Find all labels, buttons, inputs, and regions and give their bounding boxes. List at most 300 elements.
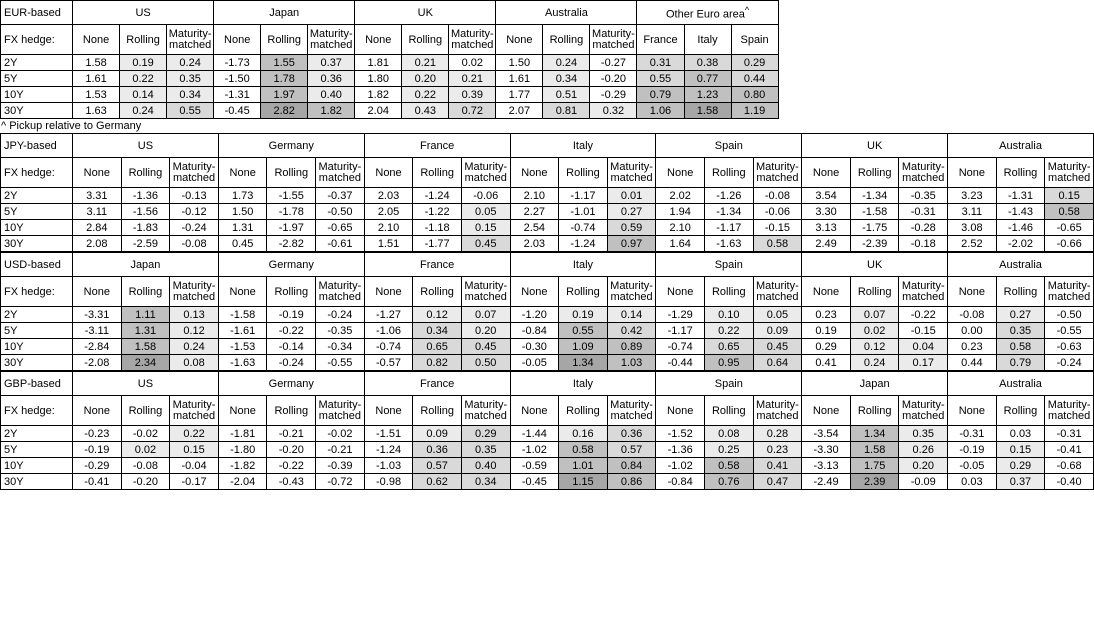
data-cell: -3.30 (802, 442, 851, 458)
spacer-cell (778, 87, 1093, 103)
data-cell: 1.51 (364, 236, 413, 252)
country-group-header: Japan (214, 1, 355, 25)
data-cell: -1.75 (850, 220, 899, 236)
country-group-header: Japan (73, 253, 219, 277)
hedge-type-header: None (802, 277, 851, 307)
table-row (1, 426, 1094, 442)
base-currency-label: EUR-based (1, 1, 73, 25)
data-cell: -0.12 (170, 204, 219, 220)
hedge-type-header: Maturity- matched (607, 396, 656, 426)
data-cell: 2.05 (364, 204, 413, 220)
data-cell: 0.24 (543, 55, 590, 71)
country-group-header: UK (355, 1, 496, 25)
hedge-type-header: None (656, 277, 705, 307)
data-cell: 0.24 (170, 339, 219, 355)
data-cell: 1.82 (355, 87, 402, 103)
data-cell: 2.07 (496, 103, 543, 119)
data-cell: -0.23 (73, 426, 122, 442)
data-cell: -0.43 (267, 474, 316, 490)
data-cell: 0.55 (637, 71, 684, 87)
country-group-header: Germany (218, 134, 364, 158)
data-cell: 2.10 (510, 188, 559, 204)
data-cell: -1.55 (267, 188, 316, 204)
country-group-header: Australia (948, 134, 1094, 158)
data-cell: 2.03 (364, 188, 413, 204)
table-row (1, 307, 1094, 323)
hedge-type-header: Rolling (267, 277, 316, 307)
data-cell: -1.18 (413, 220, 462, 236)
data-cell: 0.43 (402, 103, 449, 119)
tenor-label: 2Y (1, 307, 73, 323)
hedge-type-header: None (510, 277, 559, 307)
data-cell: 0.02 (121, 442, 170, 458)
tenor-label: 5Y (1, 204, 73, 220)
data-cell: 0.95 (704, 355, 753, 371)
data-cell: -1.50 (214, 71, 261, 87)
data-cell: -0.63 (1045, 339, 1094, 355)
data-cell: 0.57 (607, 442, 656, 458)
hedge-type-header: None (656, 396, 705, 426)
data-cell: 0.15 (996, 442, 1045, 458)
hedge-type-header: Maturity- matched (899, 158, 948, 188)
data-cell: 0.19 (559, 307, 608, 323)
data-cell: 0.02 (850, 323, 899, 339)
data-cell: 0.14 (120, 87, 167, 103)
data-cell: 0.35 (899, 426, 948, 442)
data-cell: 1.55 (261, 55, 308, 71)
tenor-label: 30Y (1, 474, 73, 490)
data-cell: 0.04 (899, 339, 948, 355)
base-currency-label: GBP-based (1, 372, 73, 396)
data-cell: -0.29 (73, 458, 122, 474)
data-cell: -0.34 (316, 339, 365, 355)
data-cell: 0.45 (461, 339, 510, 355)
spacer-cell (778, 55, 1093, 71)
group-header-row (1, 134, 1094, 158)
data-cell: -0.45 (510, 474, 559, 490)
data-cell: 0.31 (637, 55, 684, 71)
hedge-type-header: Rolling (850, 158, 899, 188)
data-cell: 0.64 (753, 355, 802, 371)
data-cell: -1.27 (364, 307, 413, 323)
table-row (1, 458, 1094, 474)
table-row (1, 355, 1094, 371)
hedge-type-header: None (73, 158, 122, 188)
data-cell: 0.25 (704, 442, 753, 458)
data-cell: -1.17 (704, 220, 753, 236)
data-cell: -0.02 (316, 426, 365, 442)
tenor-label: 10Y (1, 458, 73, 474)
data-cell: 1.53 (73, 87, 120, 103)
data-cell: 1.19 (731, 103, 778, 119)
data-cell: 1.34 (850, 426, 899, 442)
data-cell: 0.09 (413, 426, 462, 442)
data-cell: -0.21 (316, 442, 365, 458)
data-cell: 0.02 (449, 55, 496, 71)
data-cell: -2.04 (218, 474, 267, 490)
data-cell: -3.31 (73, 307, 122, 323)
data-cell: 0.72 (449, 103, 496, 119)
data-cell: -1.77 (413, 236, 462, 252)
data-cell: 0.15 (170, 442, 219, 458)
data-cell: 0.34 (413, 323, 462, 339)
hedge-type-header: Rolling (704, 158, 753, 188)
tenor-label: 5Y (1, 442, 73, 458)
data-cell: 0.86 (607, 474, 656, 490)
hedge-type-header: Maturity- matched (461, 396, 510, 426)
hedge-type-header: Maturity- matched (1045, 158, 1094, 188)
data-cell: -0.05 (948, 458, 997, 474)
hedge-type-header: Maturity- matched (753, 158, 802, 188)
country-group-header: Italy (510, 253, 656, 277)
data-cell: 1.06 (637, 103, 684, 119)
data-cell: -0.66 (1045, 236, 1094, 252)
tenor-label: 10Y (1, 339, 73, 355)
hedge-type-header: None (364, 396, 413, 426)
data-cell: 0.21 (402, 55, 449, 71)
data-cell: -1.01 (559, 204, 608, 220)
hedge-type-header: Spain (731, 25, 778, 55)
data-cell: -1.24 (364, 442, 413, 458)
tenor-label: 30Y (1, 236, 73, 252)
hedge-type-header: Maturity- matched (753, 396, 802, 426)
data-cell: -0.41 (73, 474, 122, 490)
data-cell: 1.50 (496, 55, 543, 71)
data-cell: -1.34 (850, 188, 899, 204)
data-cell: 1.97 (261, 87, 308, 103)
hedge-type-header: Rolling (413, 277, 462, 307)
table-gbp-based (0, 371, 1094, 490)
hedge-type-header: None (510, 158, 559, 188)
data-cell: 3.13 (802, 220, 851, 236)
hedge-type-header: None (364, 277, 413, 307)
data-cell: -0.72 (316, 474, 365, 490)
data-cell: -0.05 (510, 355, 559, 371)
data-cell: -1.82 (218, 458, 267, 474)
data-cell: 0.13 (170, 307, 219, 323)
data-cell: -0.20 (267, 442, 316, 458)
hedge-type-header: None (218, 158, 267, 188)
data-cell: 0.07 (461, 307, 510, 323)
country-group-header: Germany (218, 372, 364, 396)
fx-hedge-label: FX hedge: (1, 396, 73, 426)
data-cell: 1.31 (121, 323, 170, 339)
hedge-type-header: None (364, 158, 413, 188)
hedge-type-header: Rolling (413, 158, 462, 188)
base-currency-label: USD-based (1, 253, 73, 277)
data-cell: 0.79 (637, 87, 684, 103)
hedge-type-header: Maturity- matched (170, 277, 219, 307)
hedge-type-header: Rolling (850, 277, 899, 307)
country-group-header: Japan (802, 372, 948, 396)
hedge-type-header: Maturity- matched (461, 277, 510, 307)
hedge-type-header: Rolling (850, 396, 899, 426)
data-cell: -1.17 (559, 188, 608, 204)
data-cell: -0.68 (1045, 458, 1094, 474)
data-cell: 0.29 (731, 55, 778, 71)
data-cell: -1.29 (656, 307, 705, 323)
data-cell: 3.23 (948, 188, 997, 204)
data-cell: 0.23 (948, 339, 997, 355)
hedge-type-header: None (73, 396, 122, 426)
data-cell: -1.26 (704, 188, 753, 204)
table-jpy-based (0, 133, 1094, 252)
data-cell: 0.14 (607, 307, 656, 323)
data-cell: -1.83 (121, 220, 170, 236)
data-cell: -0.37 (316, 188, 365, 204)
hedge-type-header: Rolling (559, 396, 608, 426)
data-cell: 2.08 (73, 236, 122, 252)
data-cell: 0.08 (170, 355, 219, 371)
data-cell: 0.24 (167, 55, 214, 71)
country-group-header: Australia (948, 253, 1094, 277)
hedge-type-header: None (802, 158, 851, 188)
data-cell: -0.06 (753, 204, 802, 220)
hedge-type-header: Maturity- matched (899, 277, 948, 307)
data-cell: -0.55 (1045, 323, 1094, 339)
data-cell: -2.08 (73, 355, 122, 371)
country-group-header: Australia (948, 372, 1094, 396)
data-cell: -0.08 (170, 236, 219, 252)
hedge-type-header: Rolling (267, 158, 316, 188)
data-cell: 1.61 (496, 71, 543, 87)
group-header-row (1, 1, 1094, 25)
data-cell: -0.02 (121, 426, 170, 442)
data-cell: 0.03 (948, 474, 997, 490)
tenor-label: 2Y (1, 426, 73, 442)
table-row (1, 236, 1094, 252)
hedge-type-header: None (948, 158, 997, 188)
country-group-header: Australia (496, 1, 637, 25)
table-row (1, 323, 1094, 339)
fx-hedge-header-row (1, 25, 1094, 55)
data-cell: 0.80 (731, 87, 778, 103)
data-cell: -0.41 (1045, 442, 1094, 458)
hedge-type-header: None (214, 25, 261, 55)
data-cell: -1.02 (510, 442, 559, 458)
data-cell: 0.97 (607, 236, 656, 252)
tenor-label: 5Y (1, 71, 73, 87)
data-cell: -3.11 (73, 323, 122, 339)
data-cell: 2.82 (261, 103, 308, 119)
data-cell: 0.76 (704, 474, 753, 490)
data-cell: 0.77 (684, 71, 731, 87)
data-cell: 0.45 (461, 236, 510, 252)
footnote-marker: ^ (744, 4, 750, 15)
data-cell: -1.44 (510, 426, 559, 442)
data-cell: -2.49 (802, 474, 851, 490)
table-eur-based (0, 0, 1094, 119)
data-cell: -0.59 (510, 458, 559, 474)
data-cell: -0.30 (510, 339, 559, 355)
country-group-header: US (73, 1, 214, 25)
data-cell: 0.37 (996, 474, 1045, 490)
data-cell: 1.23 (684, 87, 731, 103)
data-cell: 0.35 (996, 323, 1045, 339)
data-cell: 0.41 (753, 458, 802, 474)
data-cell: 0.65 (413, 339, 462, 355)
data-cell: 0.05 (461, 204, 510, 220)
data-cell: 0.19 (120, 55, 167, 71)
data-cell: 2.27 (510, 204, 559, 220)
data-cell: -0.08 (753, 188, 802, 204)
fx-hedge-label: FX hedge: (1, 158, 73, 188)
table-usd-based (0, 252, 1094, 371)
hedge-type-header: None (656, 158, 705, 188)
table-row (1, 474, 1094, 490)
data-cell: 3.11 (948, 204, 997, 220)
tenor-label: 2Y (1, 55, 73, 71)
data-cell: -1.51 (364, 426, 413, 442)
data-cell: -3.54 (802, 426, 851, 442)
country-group-header: US (73, 372, 219, 396)
data-cell: -0.44 (656, 355, 705, 371)
data-cell: 0.03 (996, 426, 1045, 442)
data-cell: 0.27 (996, 307, 1045, 323)
country-group-header: Spain (656, 253, 802, 277)
hedge-type-header: None (218, 396, 267, 426)
data-cell: 0.22 (704, 323, 753, 339)
data-cell: 0.08 (704, 426, 753, 442)
table-row (1, 204, 1094, 220)
data-cell: -0.22 (267, 458, 316, 474)
fx-hedge-header-row (1, 277, 1094, 307)
data-cell: -0.74 (656, 339, 705, 355)
data-cell: -1.58 (218, 307, 267, 323)
data-cell: 0.17 (899, 355, 948, 371)
hedge-type-header: None (73, 25, 120, 55)
data-cell: 0.41 (802, 355, 851, 371)
data-cell: 0.81 (543, 103, 590, 119)
data-cell: 1.73 (218, 188, 267, 204)
data-cell: -2.82 (267, 236, 316, 252)
spacer-cell (778, 71, 1093, 87)
data-cell: -0.13 (170, 188, 219, 204)
hedge-type-header: Rolling (261, 25, 308, 55)
data-cell: -1.43 (996, 204, 1045, 220)
data-cell: 2.84 (73, 220, 122, 236)
data-cell: 0.42 (607, 323, 656, 339)
data-cell: -0.24 (267, 355, 316, 371)
data-cell: -0.08 (948, 307, 997, 323)
data-cell: -0.74 (559, 220, 608, 236)
data-cell: 0.45 (753, 339, 802, 355)
data-cell: 0.58 (559, 442, 608, 458)
data-cell: 0.21 (449, 71, 496, 87)
data-cell: 0.23 (802, 307, 851, 323)
data-cell: -2.84 (73, 339, 122, 355)
data-cell: 2.54 (510, 220, 559, 236)
data-cell: 2.34 (121, 355, 170, 371)
hedge-type-header: Maturity- matched (316, 158, 365, 188)
hedge-type-header: Rolling (996, 277, 1045, 307)
data-cell: 1.01 (559, 458, 608, 474)
data-cell: -1.24 (559, 236, 608, 252)
hedge-type-header: Maturity- matched (449, 25, 496, 55)
data-cell: -1.02 (656, 458, 705, 474)
data-cell: -3.13 (802, 458, 851, 474)
data-cell: 3.30 (802, 204, 851, 220)
tenor-label: 5Y (1, 323, 73, 339)
hedge-type-header: Italy (684, 25, 731, 55)
data-cell: 2.39 (850, 474, 899, 490)
hedge-type-header: Maturity- matched (461, 158, 510, 188)
data-cell: 0.01 (607, 188, 656, 204)
data-cell: 3.54 (802, 188, 851, 204)
data-cell: 2.04 (355, 103, 402, 119)
hedge-type-header: Rolling (267, 396, 316, 426)
data-cell: 1.78 (261, 71, 308, 87)
data-cell: 1.34 (559, 355, 608, 371)
data-cell: -1.36 (121, 188, 170, 204)
hedge-type-header: None (948, 277, 997, 307)
data-cell: -0.28 (899, 220, 948, 236)
data-cell: 0.34 (167, 87, 214, 103)
hedge-type-header: Maturity- matched (170, 396, 219, 426)
table-row (1, 87, 1094, 103)
data-cell: 1.31 (218, 220, 267, 236)
data-cell: -0.19 (948, 442, 997, 458)
data-cell: 0.34 (461, 474, 510, 490)
hedge-type-header: Rolling (543, 25, 590, 55)
country-group-header: Spain (656, 372, 802, 396)
hedge-type-header: Maturity- matched (899, 396, 948, 426)
hedge-type-header: Rolling (704, 277, 753, 307)
data-cell: 0.28 (753, 426, 802, 442)
tenor-label: 10Y (1, 220, 73, 236)
data-cell: 0.36 (308, 71, 355, 87)
data-cell: -1.24 (413, 188, 462, 204)
data-cell: -0.20 (121, 474, 170, 490)
fx-hedge-header-row (1, 396, 1094, 426)
country-group-header: UK (802, 253, 948, 277)
data-cell: -1.46 (996, 220, 1045, 236)
country-group-header: Other Euro area^ (637, 1, 778, 25)
data-cell: 0.55 (167, 103, 214, 119)
data-cell: 1.94 (656, 204, 705, 220)
data-cell: -1.63 (218, 355, 267, 371)
data-cell: 2.10 (364, 220, 413, 236)
hedge-type-header: Maturity- matched (1045, 396, 1094, 426)
data-cell: -0.74 (364, 339, 413, 355)
data-cell: -0.15 (753, 220, 802, 236)
data-cell: 1.50 (218, 204, 267, 220)
hedge-type-header: Maturity- matched (316, 396, 365, 426)
hedge-type-header: Rolling (413, 396, 462, 426)
data-cell: 1.58 (73, 55, 120, 71)
data-cell: 2.03 (510, 236, 559, 252)
data-cell: -0.40 (1045, 474, 1094, 490)
hedge-type-header: Rolling (704, 396, 753, 426)
data-cell: 0.37 (308, 55, 355, 71)
tenor-label: 2Y (1, 188, 73, 204)
data-cell: -0.50 (1045, 307, 1094, 323)
data-cell: 0.09 (753, 323, 802, 339)
data-cell: 2.49 (802, 236, 851, 252)
data-cell: -0.27 (590, 55, 637, 71)
footnote: ^ Pickup relative to Germany (1, 120, 142, 132)
data-cell: -0.35 (899, 188, 948, 204)
hedge-type-header: Maturity- matched (1045, 277, 1094, 307)
data-cell: -0.15 (899, 323, 948, 339)
hedge-type-header: Rolling (402, 25, 449, 55)
data-cell: 0.29 (461, 426, 510, 442)
data-cell: 3.08 (948, 220, 997, 236)
spacer-cell (778, 1, 1093, 25)
data-cell: 1.03 (607, 355, 656, 371)
data-cell: 3.11 (73, 204, 122, 220)
data-cell: -2.39 (850, 236, 899, 252)
